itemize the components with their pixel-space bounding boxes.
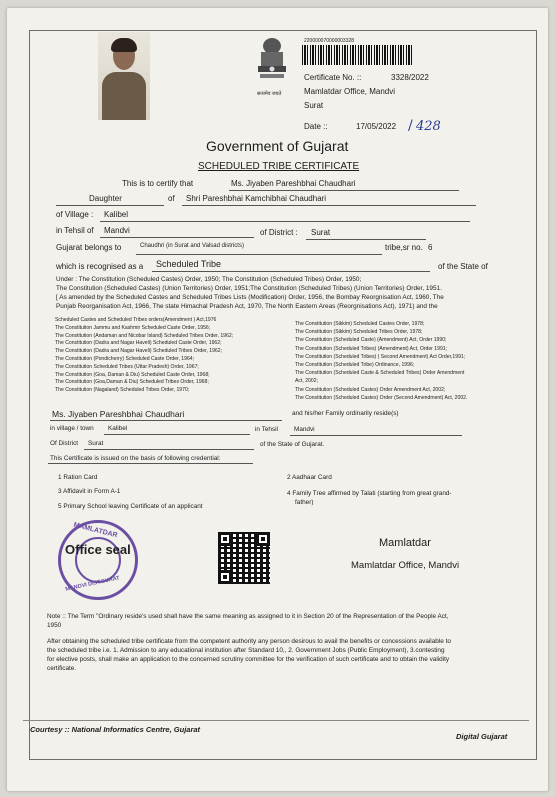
family-text: and his/her Family ordinarily reside(s): [292, 410, 399, 417]
orders-right-item: The Constitution (Scheduled Tribe) Ordinance, 1996;: [295, 362, 415, 369]
credential-2: 2 Aadhaar Card: [287, 474, 332, 481]
orders-left-item: The Constitution Scheduled Tribes (Uttar Pradesh) Order, 1967;: [55, 363, 199, 370]
district-label-2: Of District: [50, 440, 79, 447]
relation: Daughter: [89, 194, 122, 203]
footer-line-3: for elective posts, shall make an application to the concerned scrutiny committee for the verification of such certificate and to obtain the validity: [47, 656, 450, 663]
district-2: Surat: [88, 440, 104, 447]
certificate-no: 3328/2022: [391, 73, 429, 82]
parent-name: Shri Pareshbhai Kamchibhai Chaudhari: [186, 194, 327, 203]
certify-text: This is to certify that: [122, 179, 194, 188]
recognised-as: Scheduled Tribe: [156, 259, 222, 269]
credential-4-cont: father): [295, 499, 314, 506]
orders-right-item: The Constitution (Scheduled Caste) (Amendment) Act, Order 1990;: [295, 337, 447, 344]
under-line-1: Under : The Constitution (Scheduled Castes) Order, 1950; The Constitution (Scheduled Tribes) Order, 1950;: [56, 276, 362, 283]
orders-left-list: [55, 317, 233, 392]
tehsil: Mandvi: [104, 226, 130, 235]
signature-title: Mamlatdar: [379, 537, 431, 549]
orders-left-item: The Constitution (Nagaland) Scheduled Tribes Order, 1970;: [55, 387, 190, 393]
orders-right-item: The Constitution (Sikkim) Scheduled Castes Order, 1978;: [295, 321, 425, 327]
footer-line-4: certificate.: [47, 665, 77, 672]
village-town-label: in village / town: [50, 425, 94, 432]
tehsil-2: Mandvi: [294, 426, 315, 433]
under-line-2: The Constitution (Scheduled Castes) (Union Territories) Order, 1951;The Constitution (Scheduled Tribes) (Union Territories) Order, 1951.: [56, 285, 442, 292]
district: Surat: [311, 228, 331, 237]
issued-basis: This Certificate is issued on the basis of following credential:: [50, 455, 221, 462]
government-title: Government of Gujarat: [206, 138, 349, 154]
village-2: Kalibel: [108, 425, 128, 432]
orders-left-item: The Constitution (Pondicherry) Scheduled Caste Order, 1964;: [55, 355, 195, 362]
orders-left-item: The Constitution Jammu and Kashmir Scheduled Caste Order, 1956;: [55, 324, 211, 331]
footer-line-2: the scheduled tribe i.e. 1. Admission to any educational institution after Standard 10,, 2. Government Jobs (Public Employment), 3.contesting: [47, 647, 445, 654]
village: Kalibel: [104, 210, 129, 219]
seal-bottom-text: MANDVI DIST.SURAT: [64, 575, 121, 593]
orders-right-item: The Constitution (Sikkim) Scheduled Tribes Order, 1978;: [295, 329, 423, 336]
credential-1: 1 Ration Card: [58, 474, 98, 481]
credential-4: 4 Family Tree affirmed by Talati (starting from great grand-: [287, 490, 452, 497]
orders-left-item: Scheduled Castes and Scheduled Tribes orders(Amendment ) Act,1976: [55, 317, 217, 323]
under-line-3: [ As amended by the Scheduled Castes and Scheduled Tribes Lists (Modification) Order, 1956, the Bombay Reorgnisation Act, 1960, The: [56, 294, 444, 301]
orders-right-item: The Constitution (Scheduled Tribes) ( Second Amendment) Act Order,1991;: [295, 353, 466, 360]
digital-gujarat: Digital Gujarat: [456, 732, 508, 741]
note-text: Note :: The Term "Ordinary reside's used shall have the same meaning as assigned to it in Section 20 of the Representation of the People Act,: [47, 613, 449, 620]
office-line: Mamlatdar Office, Mandvi: [304, 87, 395, 96]
office-seal-stamp: [58, 520, 138, 600]
tehsil-label: in Tehsil of: [56, 226, 94, 235]
signature-office: Mamlatdar Office, Mandvi: [351, 560, 460, 571]
credential-3: 3 Affidavit in Form A-1: [58, 488, 121, 495]
courtesy-text: Courtesy :: National Informatics Centre, Gujarat: [30, 725, 201, 734]
orders-right-item: The Constitution (Scheduled Caste & Scheduled Tribes) Order Amendment: [295, 370, 465, 377]
orders-right-item: Act, 2002;: [295, 378, 318, 385]
barcode-number: 220000070000003328: [304, 38, 355, 44]
qr-code: [218, 532, 270, 584]
village-label: of Village :: [56, 210, 94, 219]
tribe-name: Chaudhri (in Surat and Valsad districts): [140, 243, 244, 249]
tribe-sr-label: tribe,sr no.: [385, 243, 423, 252]
emblem-caption: सत्यमेव जयते: [257, 91, 282, 97]
holder-name: Ms. Jiyaben Pareshbhai Chaudhari: [231, 179, 356, 188]
date-value: 17/05/2022: [356, 122, 397, 131]
handwritten-slash: /: [408, 118, 413, 134]
orders-left-item: The Constitution (Andaman and Nicobar Island) Scheduled Tribes Order, 1962;: [55, 332, 234, 339]
belongs-label: Gujarat belongs to: [56, 243, 122, 252]
state-gujarat: of the State of Gujarat.: [260, 441, 325, 448]
orders-right-item: The Constitution (Scheduled Tribes) (Amendment) Act, Order 1991;: [295, 345, 448, 352]
under-line-4: Punjab Reorganisation Act, 1966, The state Himachal Pradesh Act, 1970, The North Eastern Areas (Reorgnisations Act), 1971) and the: [56, 303, 438, 310]
tehsil-label-2: in Tehsil: [255, 426, 278, 433]
orders-left-item: The Constitution (Dadra and Nagar Haveli) Scheduled Tribes Order, 1962;: [55, 348, 223, 355]
state-of-text: of the State of: [438, 262, 488, 271]
barcode: [302, 45, 412, 65]
office-seal-label: Office seal: [65, 542, 131, 557]
applicant-photo: [98, 32, 150, 120]
recognised-label: which is recognised as a: [56, 262, 144, 271]
orders-right-item: The Constitution (Scheduled Castes) Order Amendment Act, 2002;: [295, 386, 446, 393]
of-text: of: [168, 194, 175, 203]
certificate-no-label: Certificate No. ::: [304, 73, 362, 82]
orders-left-item: The Constitution (Goa, Daman & Diu) Scheduled Caste Order, 1968;: [55, 371, 210, 378]
orders-right-item: The Constitution (Scheduled Castes) Order (Second Amendment) Act, 2002.: [295, 394, 468, 401]
tribe-sr: 6: [428, 243, 433, 252]
date-label: Date ::: [304, 122, 328, 131]
certificate-title: SCHEDULED TRIBE CERTIFICATE: [198, 161, 360, 172]
orders-left-item: The Constitution (Dadra and Nagar Haveli) Scheduled Caste Order, 1962;: [55, 340, 222, 347]
credential-5: 5 Primary School leaving Certificate of an applicant: [58, 503, 203, 510]
handwritten-number: 428: [416, 119, 441, 134]
note-year: 1950: [47, 622, 62, 629]
district-label: of District :: [260, 228, 298, 237]
orders-left-item: The Constitution (Goa,Daman & Diu) Scheduled Tribes Order, 1968;: [55, 379, 209, 386]
seal-top-text: MAMLATDAR: [72, 521, 119, 540]
holder-name-2: Ms. Jiyaben Pareshbhai Chaudhari: [52, 409, 185, 419]
orders-right-list: [295, 320, 467, 402]
office-city: Surat: [304, 101, 324, 110]
footer-line-1: After obtaining the scheduled tribe certificate from the competent authority any person desirous to avail the benefits or concessions available to: [47, 638, 451, 645]
